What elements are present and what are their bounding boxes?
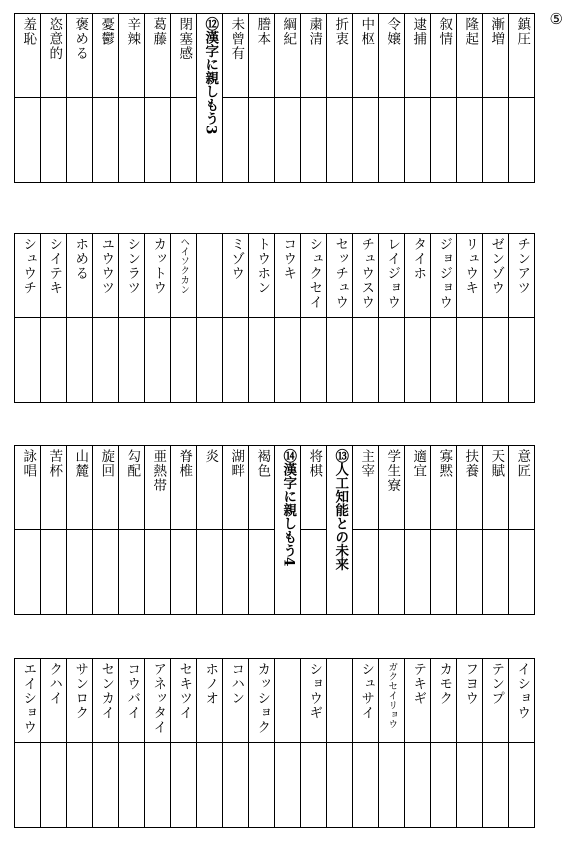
answer-cell[interactable] — [249, 318, 275, 403]
word-cell — [301, 659, 327, 743]
word-text: 叙情 — [436, 17, 453, 46]
word-cell — [483, 14, 509, 98]
answer-row — [15, 318, 535, 403]
word-text: エイショウ — [20, 662, 37, 735]
answer-cell[interactable] — [457, 530, 483, 615]
word-text: 憂鬱 — [98, 17, 115, 46]
answer-cell[interactable] — [353, 318, 379, 403]
word-cell — [327, 659, 353, 743]
word-cell — [275, 14, 301, 98]
word-text: 逮捕 — [410, 17, 427, 46]
answer-cell[interactable] — [41, 530, 67, 615]
word-text: カモク — [436, 662, 453, 706]
word-text: クハイ — [46, 662, 63, 706]
word-cell — [171, 14, 197, 98]
word-cell — [457, 446, 483, 530]
answer-cell[interactable] — [431, 530, 457, 615]
word-text: テキギ — [410, 662, 427, 706]
answer-cell[interactable] — [15, 318, 41, 403]
answer-cell[interactable] — [93, 318, 119, 403]
word-text: 湖畔 — [228, 449, 245, 478]
word-cell — [301, 446, 327, 530]
word-text: 中枢 — [358, 17, 375, 46]
word-text: ユウウツ — [98, 237, 115, 295]
answer-cell[interactable] — [353, 98, 379, 183]
answer-cell[interactable] — [171, 530, 197, 615]
answer-cell[interactable] — [41, 98, 67, 183]
answer-cell[interactable] — [119, 318, 145, 403]
word-cell — [145, 659, 171, 743]
word-text: ジョジョウ — [436, 237, 453, 310]
word-text: 褒める — [72, 17, 89, 61]
word-cell — [145, 234, 171, 318]
word-text: 脊椎 — [176, 449, 193, 478]
word-text: 閉塞感 — [176, 17, 193, 61]
section-heading: ⑬人工知能との未来 — [332, 449, 349, 571]
answer-cell[interactable] — [405, 743, 431, 828]
answer-cell[interactable] — [301, 98, 327, 183]
answer-cell[interactable] — [249, 743, 275, 828]
answer-cell[interactable] — [379, 743, 405, 828]
answer-cell[interactable] — [197, 318, 223, 403]
answer-cell[interactable] — [301, 530, 327, 615]
word-cell — [509, 234, 535, 318]
answer-cell[interactable] — [405, 530, 431, 615]
word-cell — [483, 659, 509, 743]
word-cell — [41, 234, 67, 318]
word-text: シュクセイ — [306, 237, 323, 310]
word-cell — [67, 234, 93, 318]
word-text: ガクセイリョウ — [386, 662, 398, 729]
word-cell — [171, 446, 197, 530]
drill-block-2 — [14, 233, 535, 403]
word-text: 令嬢 — [384, 17, 401, 46]
word-cell — [249, 234, 275, 318]
word-text: 扶養 — [462, 449, 479, 478]
answer-cell[interactable] — [15, 98, 41, 183]
word-text: 適宜 — [410, 449, 427, 478]
answer-cell[interactable] — [327, 743, 353, 828]
answer-cell[interactable] — [301, 743, 327, 828]
answer-cell[interactable] — [223, 743, 249, 828]
answer-cell[interactable] — [93, 98, 119, 183]
answer-cell[interactable] — [67, 318, 93, 403]
answer-cell[interactable] — [171, 743, 197, 828]
word-text: 寡黙 — [436, 449, 453, 478]
section-heading: ⑭漢字に親しもう4 — [280, 449, 297, 567]
word-cell — [119, 446, 145, 530]
word-text: リュウキ — [462, 237, 479, 295]
word-cell — [327, 234, 353, 318]
word-cell — [93, 234, 119, 318]
word-cell — [483, 234, 509, 318]
answer-cell[interactable] — [41, 743, 67, 828]
answer-cell[interactable] — [509, 743, 535, 828]
word-cell — [353, 234, 379, 318]
word-text: タイホ — [410, 237, 427, 281]
word-cell — [405, 659, 431, 743]
answer-cell[interactable] — [353, 530, 379, 615]
answer-cell[interactable] — [119, 743, 145, 828]
word-cell — [15, 659, 41, 743]
word-text: コハン — [228, 662, 245, 706]
word-text: 詠唱 — [20, 449, 37, 478]
word-cell — [15, 234, 41, 318]
word-cell — [353, 659, 379, 743]
word-text: セッチュウ — [332, 237, 349, 310]
answer-cell[interactable] — [483, 318, 509, 403]
answer-cell[interactable] — [249, 530, 275, 615]
word-cell — [431, 14, 457, 98]
word-cell — [457, 14, 483, 98]
word-text: 天賦 — [488, 449, 505, 478]
answer-cell[interactable] — [457, 98, 483, 183]
word-cell — [327, 14, 353, 98]
answer-cell[interactable] — [431, 98, 457, 183]
word-text: 隆起 — [462, 17, 479, 46]
word-text: チュウスウ — [358, 237, 375, 310]
word-text: 山麓 — [72, 449, 89, 478]
section-heading-cell — [275, 446, 301, 615]
answer-cell[interactable] — [93, 530, 119, 615]
answer-cell[interactable] — [223, 530, 249, 615]
word-cell — [301, 14, 327, 98]
answer-cell[interactable] — [405, 98, 431, 183]
word-cell — [145, 14, 171, 98]
word-text: センカイ — [98, 662, 115, 720]
question-row — [15, 234, 535, 318]
word-cell — [275, 659, 301, 743]
answer-cell[interactable] — [15, 743, 41, 828]
answer-cell[interactable] — [93, 743, 119, 828]
section-heading: ⑫漢字に親しもう3 — [202, 17, 219, 135]
word-text: 亜熱帯 — [150, 449, 167, 493]
answer-cell[interactable] — [457, 318, 483, 403]
word-cell — [379, 234, 405, 318]
question-row — [15, 659, 535, 743]
word-cell — [41, 659, 67, 743]
answer-cell[interactable] — [431, 318, 457, 403]
word-cell — [379, 14, 405, 98]
word-cell — [457, 659, 483, 743]
word-text: 謄本 — [254, 17, 271, 46]
word-text: フヨウ — [462, 662, 479, 706]
word-cell — [249, 446, 275, 530]
answer-cell[interactable] — [67, 743, 93, 828]
word-text: 鎮圧 — [514, 17, 531, 46]
word-cell — [197, 234, 223, 318]
question-row — [15, 14, 535, 98]
answer-cell[interactable] — [483, 98, 509, 183]
answer-cell[interactable] — [379, 530, 405, 615]
answer-cell[interactable] — [327, 98, 353, 183]
answer-cell[interactable] — [379, 318, 405, 403]
word-text: 褐色 — [254, 449, 271, 478]
word-cell — [15, 446, 41, 530]
word-text: コウキ — [280, 237, 297, 281]
word-cell — [197, 446, 223, 530]
word-cell — [249, 659, 275, 743]
word-cell — [301, 234, 327, 318]
answer-cell[interactable] — [249, 98, 275, 183]
word-cell — [457, 234, 483, 318]
word-text: 恣意的 — [46, 17, 63, 61]
answer-cell[interactable] — [405, 318, 431, 403]
word-text: ヘイソクカン — [178, 237, 190, 294]
answer-cell[interactable] — [15, 530, 41, 615]
answer-row — [15, 743, 535, 828]
word-cell — [223, 659, 249, 743]
answer-cell[interactable] — [67, 98, 93, 183]
answer-row — [15, 98, 535, 183]
word-text: 炎 — [202, 449, 219, 464]
answer-cell[interactable] — [223, 98, 249, 183]
word-cell — [67, 14, 93, 98]
answer-cell[interactable] — [197, 530, 223, 615]
word-text: 綱紀 — [280, 17, 297, 46]
answer-cell[interactable] — [431, 743, 457, 828]
word-text: 辛辣 — [124, 17, 141, 46]
section-heading-cell — [327, 446, 353, 615]
word-cell — [223, 14, 249, 98]
answer-cell[interactable] — [67, 530, 93, 615]
answer-cell[interactable] — [509, 98, 535, 183]
word-text: ホノオ — [202, 662, 219, 706]
word-cell — [41, 446, 67, 530]
word-cell — [379, 446, 405, 530]
word-cell — [483, 446, 509, 530]
word-text: 学生寮 — [384, 449, 401, 493]
word-cell — [431, 234, 457, 318]
word-cell — [119, 14, 145, 98]
answer-cell[interactable] — [145, 743, 171, 828]
word-text: テンプ — [488, 662, 505, 706]
word-cell — [197, 659, 223, 743]
word-cell — [379, 659, 405, 743]
word-text: 苦杯 — [46, 449, 63, 478]
word-text: トウホン — [254, 237, 271, 295]
answer-cell[interactable] — [483, 530, 509, 615]
word-cell — [249, 14, 275, 98]
word-text: 粛清 — [306, 17, 323, 46]
word-cell — [93, 446, 119, 530]
answer-cell[interactable] — [223, 318, 249, 403]
word-text: シイテキ — [46, 237, 63, 295]
drill-block-3 — [14, 445, 535, 615]
word-cell — [405, 446, 431, 530]
answer-cell[interactable] — [119, 530, 145, 615]
word-cell — [15, 14, 41, 98]
answer-cell[interactable] — [197, 743, 223, 828]
word-cell — [405, 14, 431, 98]
word-cell — [67, 659, 93, 743]
word-text: 意匠 — [514, 449, 531, 478]
word-cell — [275, 234, 301, 318]
question-row — [15, 446, 535, 530]
word-text: シンラツ — [124, 237, 141, 295]
answer-cell[interactable] — [483, 743, 509, 828]
answer-cell[interactable] — [327, 318, 353, 403]
word-cell — [509, 446, 535, 530]
word-cell — [353, 14, 379, 98]
word-cell — [119, 234, 145, 318]
answer-cell[interactable] — [145, 530, 171, 615]
word-text: カットウ — [150, 237, 167, 295]
word-text: 漸増 — [488, 17, 505, 46]
word-text: 主宰 — [358, 449, 375, 478]
word-cell — [119, 659, 145, 743]
answer-cell[interactable] — [171, 98, 197, 183]
word-cell — [509, 659, 535, 743]
word-cell — [93, 14, 119, 98]
word-text: 旋回 — [98, 449, 115, 478]
word-cell — [41, 14, 67, 98]
word-cell — [431, 446, 457, 530]
word-cell — [353, 446, 379, 530]
word-text: イショウ — [514, 662, 531, 720]
answer-cell[interactable] — [275, 318, 301, 403]
answer-cell[interactable] — [379, 98, 405, 183]
drill-block-4 — [14, 658, 535, 828]
word-cell — [223, 234, 249, 318]
answer-cell[interactable] — [171, 318, 197, 403]
answer-cell[interactable] — [457, 743, 483, 828]
answer-cell[interactable] — [145, 318, 171, 403]
word-cell — [67, 446, 93, 530]
answer-cell[interactable] — [353, 743, 379, 828]
word-cell — [93, 659, 119, 743]
answer-cell[interactable] — [509, 318, 535, 403]
word-cell — [171, 234, 197, 318]
answer-cell[interactable] — [145, 98, 171, 183]
section-heading-cell — [197, 14, 223, 183]
word-text: ミゾウ — [228, 237, 245, 281]
word-text: 未曾有 — [228, 17, 245, 61]
word-text: カッショク — [254, 662, 271, 735]
word-text: 折衷 — [332, 17, 349, 46]
word-text: ホめる — [72, 237, 89, 281]
word-text: セキツイ — [176, 662, 193, 720]
word-cell — [171, 659, 197, 743]
word-cell — [223, 446, 249, 530]
answer-cell[interactable] — [41, 318, 67, 403]
word-text: 勾配 — [124, 449, 141, 478]
word-text: シュサイ — [358, 662, 375, 720]
word-cell — [405, 234, 431, 318]
word-text: 羞恥 — [20, 17, 37, 46]
word-text: 将棋 — [306, 449, 323, 478]
answer-cell[interactable] — [301, 318, 327, 403]
answer-cell[interactable] — [119, 98, 145, 183]
word-text: レイジョウ — [384, 237, 401, 310]
word-text: シュウチ — [20, 237, 37, 295]
word-cell — [509, 14, 535, 98]
word-cell — [145, 446, 171, 530]
word-cell — [431, 659, 457, 743]
answer-cell[interactable] — [275, 743, 301, 828]
word-text: チンアツ — [514, 237, 531, 295]
word-text: ゼンゾウ — [488, 237, 505, 295]
word-text: アネッタイ — [150, 662, 167, 735]
drill-block-1 — [14, 13, 535, 183]
word-text: 葛藤 — [150, 17, 167, 46]
page-number: ⑤ — [549, 10, 563, 28]
word-text: コウバイ — [124, 662, 141, 720]
word-text: ショウギ — [306, 662, 323, 720]
answer-cell[interactable] — [509, 530, 535, 615]
word-text: サンロク — [72, 662, 89, 720]
answer-cell[interactable] — [275, 98, 301, 183]
